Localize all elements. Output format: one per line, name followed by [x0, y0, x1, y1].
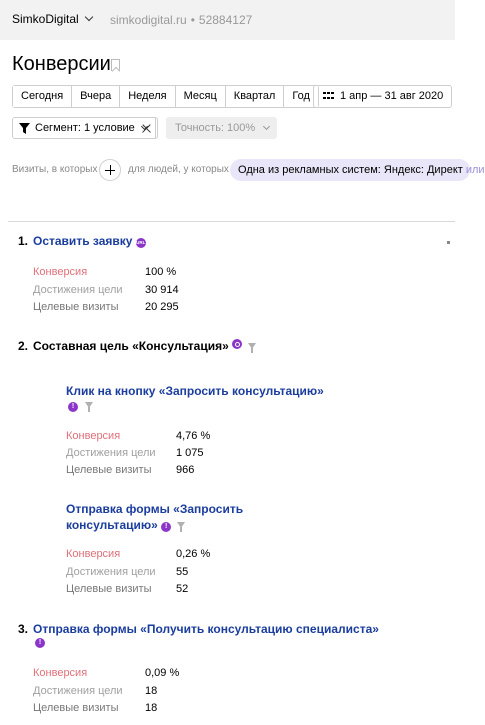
achievements-label: Достижения цели: [66, 447, 156, 459]
counter-id: 52884127: [198, 13, 253, 27]
period-quarter-button[interactable]: Квартал: [226, 86, 285, 107]
conversion-label: Конверсия: [33, 266, 88, 278]
bookmark-icon[interactable]: [111, 59, 120, 71]
goal-link-1[interactable]: [33, 233, 146, 249]
period-selector: [12, 85, 319, 108]
conversion-value: 0,09 %: [145, 667, 180, 679]
calendar-icon: [323, 92, 334, 101]
conversion-label: Конверсия: [33, 667, 88, 679]
people-condition-label: для людей, у которых: [128, 164, 229, 175]
achievements-value: 18: [145, 685, 158, 697]
date-range-label: 1 апр — 31 авг 2020: [340, 90, 444, 102]
filter-icon: [19, 123, 30, 134]
site-info: [110, 13, 252, 27]
achievements-value: 1 075: [176, 447, 204, 459]
step-link-1[interactable]: [66, 383, 324, 399]
visits-label: Целевые визиты: [66, 583, 152, 595]
segment-label: Сегмент: 1 условие: [35, 122, 135, 134]
visits-value: 966: [176, 464, 195, 476]
close-icon[interactable]: [136, 117, 158, 139]
date-range-button[interactable]: [313, 85, 452, 108]
top-bar: [0, 0, 455, 40]
goal-number: 1.: [18, 234, 29, 248]
scroll-marker: [447, 241, 450, 244]
period-week-button[interactable]: Неделя: [120, 86, 175, 107]
composite-goal-title: [33, 338, 256, 354]
visits-value: 52: [176, 583, 189, 595]
chevron-down-icon: [84, 13, 92, 21]
url-badge-icon: URL: [136, 238, 146, 248]
goal-name: Составная цель «Консультация»: [33, 339, 229, 353]
visits-value: 18: [145, 702, 158, 714]
alert-badge-icon: !: [35, 638, 45, 648]
account-switcher[interactable]: [12, 12, 92, 26]
goal-name[interactable]: Оставить заявку: [33, 234, 133, 248]
achievements-label: Достижения цели: [33, 685, 123, 697]
conversion-value: 0,26 %: [176, 548, 211, 560]
divider: [8, 221, 455, 222]
visits-value: 20 295: [145, 301, 179, 313]
account-name: SimkoDigital: [12, 12, 79, 26]
step-name-line2[interactable]: консультацию»: [66, 518, 158, 532]
goal-number: 3.: [18, 622, 29, 636]
visits-label: Целевые визиты: [66, 464, 152, 476]
period-year-button[interactable]: Год: [284, 86, 318, 107]
condition-chip-more[interactable]: или: [465, 164, 485, 176]
achievements-value: 30 914: [145, 284, 179, 296]
add-condition-button[interactable]: [99, 159, 121, 181]
step-icons: [68, 399, 93, 412]
achievements-value: 55: [176, 566, 189, 578]
chevron-down-icon: [263, 123, 270, 130]
achievements-label: Достижения цели: [33, 284, 123, 296]
goal-name[interactable]: Отправка формы «Получить консультацию специалиста»: [33, 622, 379, 636]
condition-chip[interactable]: [230, 159, 485, 181]
visits-label: Целевые визиты: [33, 301, 119, 313]
filter-icon[interactable]: [85, 402, 93, 408]
segment-button[interactable]: [12, 117, 156, 139]
accuracy-label: Точность: 100%: [175, 122, 256, 134]
alert-badge-icon: !: [161, 522, 171, 532]
step-link-2[interactable]: [66, 501, 243, 533]
composite-badge-icon: [232, 339, 242, 349]
period-today-button[interactable]: Сегодня: [13, 86, 72, 107]
page-title: Конверсии: [12, 53, 111, 75]
achievements-label: Достижения цели: [66, 566, 156, 578]
goal-icons: [35, 635, 45, 648]
goal-number: 2.: [18, 339, 29, 353]
filter-icon[interactable]: [177, 522, 185, 528]
visits-label: Целевые визиты: [33, 702, 119, 714]
period-yesterday-button[interactable]: Вчера: [72, 86, 120, 107]
visits-condition-label: Визиты, в которых: [12, 164, 98, 175]
step-name[interactable]: Клик на кнопку «Запросить консультацию»: [66, 384, 324, 398]
site-domain: simkodigital.ru: [110, 13, 187, 27]
step-name-line1[interactable]: Отправка формы «Запросить: [66, 502, 244, 516]
goal-link-3[interactable]: [33, 621, 379, 637]
filter-icon[interactable]: [248, 343, 256, 349]
period-month-button[interactable]: Месяц: [176, 86, 226, 107]
alert-badge-icon: !: [68, 402, 78, 412]
site-separator: •: [190, 13, 195, 27]
conversion-value: 100 %: [145, 266, 177, 278]
conversion-label: Конверсия: [66, 548, 121, 560]
conversion-value: 4,76 %: [176, 430, 211, 442]
conversion-label: Конверсия: [66, 430, 121, 442]
condition-chip-text: Одна из рекламных систем: Яндекс: Директ: [238, 164, 463, 176]
accuracy-dropdown[interactable]: [166, 117, 277, 139]
